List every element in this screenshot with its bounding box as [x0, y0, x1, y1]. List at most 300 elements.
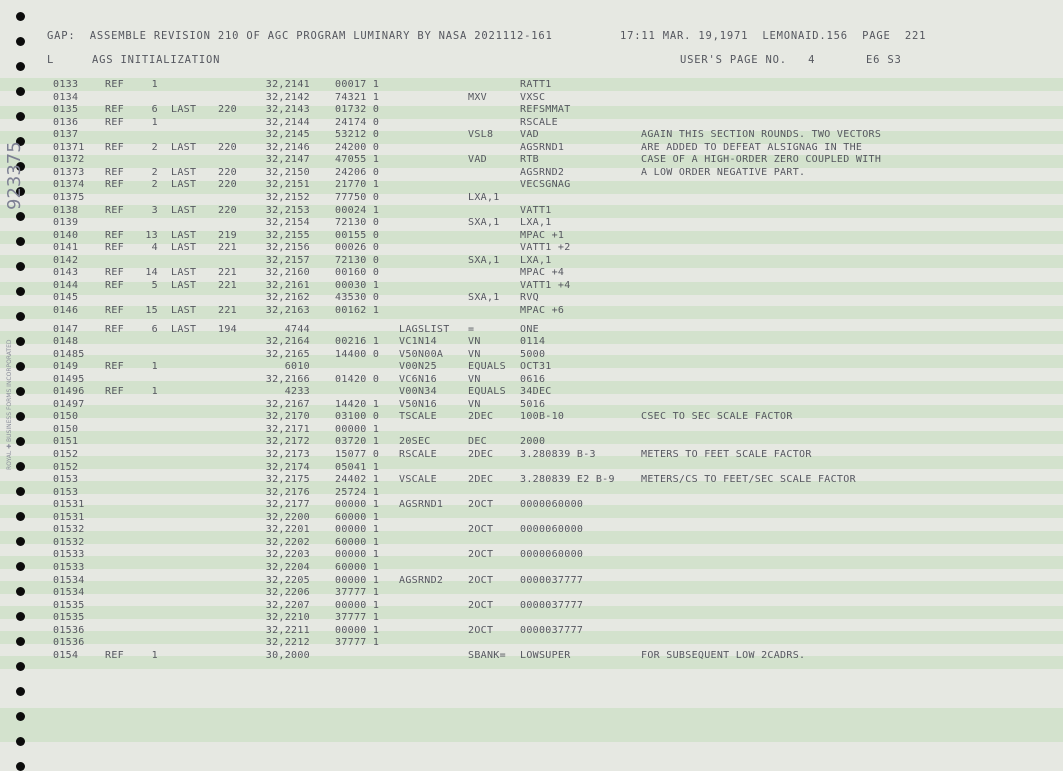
cell-operand: REFSMMAT [520, 104, 571, 116]
cell-operand: AGSRND2 [520, 166, 565, 178]
cell-addr: 32,2205 [265, 574, 310, 586]
cell-operand: 0000060000 [520, 549, 584, 561]
cell-rn: 3 [151, 204, 158, 216]
cell-rn: 2 [151, 141, 158, 153]
cell-addr: 6010 [284, 361, 310, 373]
cell-ln: 01373 [53, 166, 85, 178]
cell-word: 14400 0 [335, 348, 380, 360]
cell-op: = [468, 323, 475, 335]
cell-addr: 32,2143 [265, 104, 310, 116]
cell-ln: 01374 [53, 179, 85, 191]
feed-hole [16, 262, 25, 271]
cell-comment: METERS TO FEET SCALE FACTOR [641, 449, 812, 460]
cell-ln: 0151 [53, 436, 79, 448]
cell-word: 00000 1 [335, 499, 380, 511]
feed-hole [16, 662, 25, 671]
cell-addr: 32,2206 [265, 587, 310, 598]
cell-word: 77750 0 [335, 191, 380, 203]
cell-word: 72130 0 [335, 217, 380, 229]
cell-addr: 32,2202 [265, 536, 310, 548]
cell-ln: 01375 [53, 191, 85, 203]
cell-op: EQUALS [468, 361, 506, 373]
cell-ref: REF [105, 104, 124, 116]
cell-op: MXV [468, 91, 487, 103]
cell-ln: 0142 [53, 254, 79, 266]
feed-hole [16, 412, 25, 421]
cell-comment: FOR SUBSEQUENT LOW 2CADRS. [641, 649, 806, 661]
cell-op: SXA,1 [468, 217, 500, 229]
cell-addr: 32,2172 [265, 436, 310, 448]
cell-ln: 0148 [53, 336, 79, 347]
cell-word: 60000 1 [335, 536, 380, 548]
cell-ln: 0153 [53, 474, 79, 486]
cell-last: LAST [171, 304, 197, 316]
cell-comment: A LOW ORDER NEGATIVE PART. [641, 166, 806, 178]
cell-word: 24200 0 [335, 141, 380, 153]
cell-ln: 0152 [53, 461, 79, 473]
cell-label: 20SEC [399, 436, 431, 448]
cell-word: 43530 0 [335, 292, 380, 304]
cell-rn: 2 [151, 166, 158, 178]
feed-hole [16, 112, 25, 121]
cell-addr: 32,2142 [265, 91, 310, 103]
cell-label: AGSRND2 [399, 574, 444, 586]
cell-ln2: 220 [218, 166, 237, 178]
cell-word: 00024 1 [335, 204, 380, 216]
feed-hole [16, 762, 25, 771]
cell-operand: 0000037777 [520, 624, 584, 636]
feed-hole [16, 612, 25, 621]
cell-ln: 01534 [53, 574, 85, 586]
cell-ln2: 220 [218, 179, 237, 191]
cell-op: 2OCT [468, 574, 494, 586]
cell-operand: VATT1 +4 [520, 279, 571, 291]
cell-ln: 0154 [53, 649, 79, 661]
cell-word: 00000 1 [335, 624, 380, 636]
cell-ln: 01497 [53, 398, 85, 410]
cell-operand: LXA,1 [520, 217, 552, 229]
cell-addr: 32,2154 [265, 217, 310, 229]
cell-last: LAST [171, 104, 197, 116]
cell-op: 2OCT [468, 549, 494, 561]
cell-word: 72130 0 [335, 254, 380, 266]
cell-operand: 0114 [520, 336, 546, 347]
cell-word: 37777 1 [335, 612, 380, 624]
cell-last: LAST [171, 179, 197, 191]
feed-hole [16, 537, 25, 546]
cell-operand: VATT1 [520, 204, 552, 216]
cell-comment: ARE ADDED TO DEFEAT ALSIGNAG IN THE [641, 141, 863, 153]
cell-operand: 0000037777 [520, 599, 584, 611]
cell-operand: MPAC +4 [520, 267, 565, 279]
cell-last: LAST [171, 204, 197, 216]
feed-hole [16, 687, 25, 696]
cell-label: VC6N16 [399, 373, 437, 385]
greenbar-band [0, 708, 1063, 742]
cell-ref: REF [105, 279, 124, 291]
cell-operand: RTB [520, 154, 539, 166]
cell-rn: 1 [151, 649, 158, 661]
cell-addr: 32,2151 [265, 179, 310, 191]
cell-operand: MPAC +6 [520, 304, 565, 316]
cell-op: VN [468, 348, 481, 360]
cell-addr: 32,2162 [265, 292, 310, 304]
cell-rn: 14 [145, 267, 158, 279]
cell-addr: 32,2175 [265, 474, 310, 486]
cell-label: V50N00A [399, 348, 444, 360]
cell-word: 00017 1 [335, 79, 380, 90]
cell-ref: REF [105, 229, 124, 241]
feed-hole [16, 312, 25, 321]
cell-word: 37777 1 [335, 637, 380, 649]
cell-ln: 0144 [53, 279, 79, 291]
cell-operand: 5000 [520, 348, 546, 360]
cell-comment: METERS/CS TO FEET/SEC SCALE FACTOR [641, 474, 856, 486]
cell-ln: 0138 [53, 204, 79, 216]
cell-ln: 01534 [53, 587, 85, 598]
cell-ln2: 220 [218, 204, 237, 216]
cell-ref: REF [105, 242, 124, 254]
cell-last: LAST [171, 323, 197, 335]
cell-last: LAST [171, 229, 197, 241]
cell-addr: 32,2145 [265, 129, 310, 141]
cell-addr: 32,2211 [265, 624, 310, 636]
cell-addr: 32,2144 [265, 116, 310, 128]
cell-last: LAST [171, 279, 197, 291]
header-line-1-right: 17:11 MAR. 19,1971 LEMONAID.156 PAGE 221 [620, 30, 927, 42]
cell-op: SXA,1 [468, 292, 500, 304]
cell-word: 00155 0 [335, 229, 380, 241]
cell-addr: 32,2163 [265, 304, 310, 316]
cell-word: 00000 1 [335, 524, 380, 536]
cell-op: EQUALS [468, 386, 506, 398]
cell-rn: 1 [151, 361, 158, 373]
cell-word: 14420 1 [335, 398, 380, 410]
cell-addr: 32,2207 [265, 599, 310, 611]
cell-ln: 0136 [53, 116, 79, 128]
cell-ref: REF [105, 141, 124, 153]
cell-ref: REF [105, 304, 124, 316]
cell-label: RSCALE [399, 449, 437, 460]
cell-ln: 0140 [53, 229, 79, 241]
cell-op: LXA,1 [468, 191, 500, 203]
cell-operand: 0000037777 [520, 574, 584, 586]
cell-op: VAD [468, 154, 487, 166]
cell-ln: 01371 [53, 141, 85, 153]
cell-ref: REF [105, 179, 124, 191]
cell-operand: RVQ [520, 292, 539, 304]
cell-rn: 4 [151, 242, 158, 254]
cell-op: 2OCT [468, 524, 494, 536]
cell-word: 00026 0 [335, 242, 380, 254]
cell-ln: 01532 [53, 524, 85, 536]
page-code: E6 S3 [866, 54, 902, 66]
cell-rn: 2 [151, 179, 158, 191]
feed-hole [16, 712, 25, 721]
cell-ln2: 221 [218, 304, 237, 316]
feed-hole [16, 237, 25, 246]
cell-ref: REF [105, 204, 124, 216]
cell-ln: 0134 [53, 91, 79, 103]
cell-op: SXA,1 [468, 254, 500, 266]
cell-operand: RATT1 [520, 79, 552, 90]
cell-label: VC1N14 [399, 336, 437, 347]
cell-operand: MPAC +1 [520, 229, 565, 241]
cell-operand: AGSRND1 [520, 141, 565, 153]
cell-ln: 0150 [53, 423, 79, 435]
feed-hole [16, 37, 25, 46]
cell-ln: 01485 [53, 348, 85, 360]
cell-op: SBANK= [468, 649, 506, 661]
cell-label: AGSRND1 [399, 499, 444, 511]
cell-operand: ONE [520, 323, 539, 335]
cell-ln: 01532 [53, 536, 85, 548]
cell-addr: 32,2160 [265, 267, 310, 279]
cell-addr: 32,2174 [265, 461, 310, 473]
cell-word: 74321 1 [335, 91, 380, 103]
cell-operand: 3.280839 B-3 [520, 449, 596, 460]
cell-addr: 4233 [284, 386, 310, 398]
cell-addr: 32,2141 [265, 79, 310, 90]
feed-hole [16, 212, 25, 221]
cell-ln: 0147 [53, 323, 79, 335]
cell-word: 53212 0 [335, 129, 380, 141]
cell-ln: 01535 [53, 599, 85, 611]
cell-label: V00N25 [399, 361, 437, 373]
cell-op: VN [468, 373, 481, 385]
user-page-number: USER'S PAGE NO. 4 [680, 54, 816, 66]
cell-op: VN [468, 398, 481, 410]
cell-addr: 32,2164 [265, 336, 310, 347]
cell-addr: 32,2167 [265, 398, 310, 410]
cell-op: 2DEC [468, 449, 494, 460]
cell-operand: VATT1 +2 [520, 242, 571, 254]
cell-label: VSCALE [399, 474, 437, 486]
cell-word: 37777 1 [335, 587, 380, 598]
form-imprint: ROYAL ✚ BUSINESS FORMS INCORPORATED [6, 339, 13, 470]
feed-hole [16, 12, 25, 21]
cell-word: 00216 1 [335, 336, 380, 347]
cell-ref: REF [105, 386, 124, 398]
cell-addr: 32,2177 [265, 499, 310, 511]
cell-operand: 3.280839 E2 B-9 [520, 474, 615, 486]
cell-ln: 01495 [53, 373, 85, 385]
cell-comment: CASE OF A HIGH-ORDER ZERO COUPLED WITH [641, 154, 882, 166]
cell-op: VN [468, 336, 481, 347]
cell-rn: 5 [151, 279, 158, 291]
feed-hole [16, 512, 25, 521]
cell-ln: 0153 [53, 486, 79, 498]
cell-word: 00000 1 [335, 599, 380, 611]
cell-rn: 6 [151, 104, 158, 116]
feed-hole [16, 362, 25, 371]
cell-label: TSCALE [399, 411, 437, 423]
cell-addr: 32,2150 [265, 166, 310, 178]
cell-addr: 32,2157 [265, 254, 310, 266]
cell-word: 25724 1 [335, 486, 380, 498]
cell-ref: REF [105, 323, 124, 335]
cell-word: 00162 1 [335, 304, 380, 316]
cell-ln2: 220 [218, 141, 237, 153]
cell-word: 03100 0 [335, 411, 380, 423]
cell-addr: 32,2204 [265, 561, 310, 573]
cell-ln2: 220 [218, 104, 237, 116]
feed-hole [16, 387, 25, 396]
cell-addr: 32,2173 [265, 449, 310, 460]
header-line-1-left: GAP: ASSEMBLE REVISION 210 OF AGC PROGRAM LUMINARY BY NASA 2021112-161 [47, 30, 553, 42]
cell-operand: 0000060000 [520, 499, 584, 511]
cell-word: 00000 1 [335, 423, 380, 435]
cell-addr: 32,2155 [265, 229, 310, 241]
cell-ln: 01533 [53, 561, 85, 573]
cell-operand: 5016 [520, 398, 546, 410]
cell-operand: VXSC [520, 91, 546, 103]
cell-ln: 01531 [53, 499, 85, 511]
cell-word: 24174 0 [335, 116, 380, 128]
cell-operand: RSCALE [520, 116, 558, 128]
cell-addr: 32,2153 [265, 204, 310, 216]
cell-ln2: 194 [218, 323, 237, 335]
cell-op: 2OCT [468, 599, 494, 611]
cell-operand: 100B-10 [520, 411, 565, 423]
cell-addr: 32,2203 [265, 549, 310, 561]
feed-hole [16, 87, 25, 96]
cell-ln: 01372 [53, 154, 85, 166]
cell-ln: 0146 [53, 304, 79, 316]
cell-word: 24206 0 [335, 166, 380, 178]
cell-ref: REF [105, 267, 124, 279]
cell-word: 47055 1 [335, 154, 380, 166]
cell-operand: 0616 [520, 373, 546, 385]
cell-word: 00000 1 [335, 549, 380, 561]
cell-op: 2OCT [468, 624, 494, 636]
cell-ref: REF [105, 649, 124, 661]
cell-addr: 32,2161 [265, 279, 310, 291]
cell-word: 24402 1 [335, 474, 380, 486]
cell-rn: 1 [151, 79, 158, 90]
feed-hole [16, 562, 25, 571]
cell-ref: REF [105, 166, 124, 178]
cell-operand: VAD [520, 129, 539, 141]
cell-ln: 0133 [53, 79, 79, 90]
cell-last: LAST [171, 141, 197, 153]
cell-ln: 0137 [53, 129, 79, 141]
cell-addr: 32,2156 [265, 242, 310, 254]
feed-hole [16, 287, 25, 296]
cell-operand: VECSGNAG [520, 179, 571, 191]
cell-word: 60000 1 [335, 511, 380, 523]
feed-hole [16, 437, 25, 446]
cell-ln: 0149 [53, 361, 79, 373]
cell-label: V00N34 [399, 386, 437, 398]
feed-hole [16, 737, 25, 746]
feed-hole [16, 337, 25, 346]
cell-op: 2OCT [468, 499, 494, 511]
cell-addr: 32,2212 [265, 637, 310, 649]
cell-ln: 0141 [53, 242, 79, 254]
cell-rn: 13 [145, 229, 158, 241]
feed-hole [16, 587, 25, 596]
cell-word: 15077 0 [335, 449, 380, 460]
cell-addr: 30,2000 [265, 649, 310, 661]
cell-ln: 0143 [53, 267, 79, 279]
cell-ln: 0152 [53, 449, 79, 460]
cell-op: VSL8 [468, 129, 494, 141]
cell-ln2: 219 [218, 229, 237, 241]
cell-op: 2DEC [468, 411, 494, 423]
cell-last: LAST [171, 242, 197, 254]
cell-operand: OCT31 [520, 361, 552, 373]
cell-addr: 32,2200 [265, 511, 310, 523]
cell-rn: 6 [151, 323, 158, 335]
cell-op: DEC [468, 436, 487, 448]
cell-ln: 01536 [53, 637, 85, 649]
cell-ln: 0145 [53, 292, 79, 304]
cell-word: 00160 0 [335, 267, 380, 279]
cell-ln: 0150 [53, 411, 79, 423]
cell-addr: 32,2201 [265, 524, 310, 536]
cell-op: 2DEC [468, 474, 494, 486]
cell-ref: REF [105, 79, 124, 90]
cell-word: 60000 1 [335, 561, 380, 573]
cell-label: V50N16 [399, 398, 437, 410]
cell-ref: REF [105, 116, 124, 128]
cell-rn: 15 [145, 304, 158, 316]
feed-hole [16, 62, 25, 71]
cell-addr: 32,2166 [265, 373, 310, 385]
cell-operand: 2000 [520, 436, 546, 448]
cell-addr: 32,2171 [265, 423, 310, 435]
cell-ln2: 221 [218, 242, 237, 254]
cell-rn: 1 [151, 386, 158, 398]
cell-word: 03720 1 [335, 436, 380, 448]
cell-operand: LOWSUPER [520, 649, 571, 661]
cell-operand: 0000060000 [520, 524, 584, 536]
cell-rn: 1 [151, 116, 158, 128]
cell-operand: LXA,1 [520, 254, 552, 266]
cell-word: 01732 0 [335, 104, 380, 116]
cell-last: LAST [171, 267, 197, 279]
cell-ln: 0139 [53, 217, 79, 229]
cell-ln2: 221 [218, 279, 237, 291]
cell-addr: 32,2147 [265, 154, 310, 166]
cell-word: 21770 1 [335, 179, 380, 191]
cell-ln: 01535 [53, 612, 85, 624]
cell-word: 05041 1 [335, 461, 380, 473]
cell-ln: 01496 [53, 386, 85, 398]
feed-hole [16, 637, 25, 646]
cell-ln: 01536 [53, 624, 85, 636]
feed-hole [16, 487, 25, 496]
cell-last: LAST [171, 166, 197, 178]
cell-addr: 32,2152 [265, 191, 310, 203]
cell-ref: REF [105, 361, 124, 373]
cell-word: 01420 0 [335, 373, 380, 385]
header-flag: L [47, 54, 55, 66]
cell-ln: 01531 [53, 511, 85, 523]
cell-ln: 0135 [53, 104, 79, 116]
cell-addr: 32,2170 [265, 411, 310, 423]
cell-addr: 32,2210 [265, 612, 310, 624]
cell-comment: AGAIN THIS SECTION ROUNDS. TWO VECTORS [641, 129, 882, 141]
cell-addr: 32,2165 [265, 348, 310, 360]
cell-addr: 32,2146 [265, 141, 310, 153]
cell-ln2: 221 [218, 267, 237, 279]
cell-ln: 01533 [53, 549, 85, 561]
cell-addr: 4744 [284, 323, 310, 335]
cell-label: LAGSLIST [399, 323, 450, 335]
cell-addr: 32,2176 [265, 486, 310, 498]
